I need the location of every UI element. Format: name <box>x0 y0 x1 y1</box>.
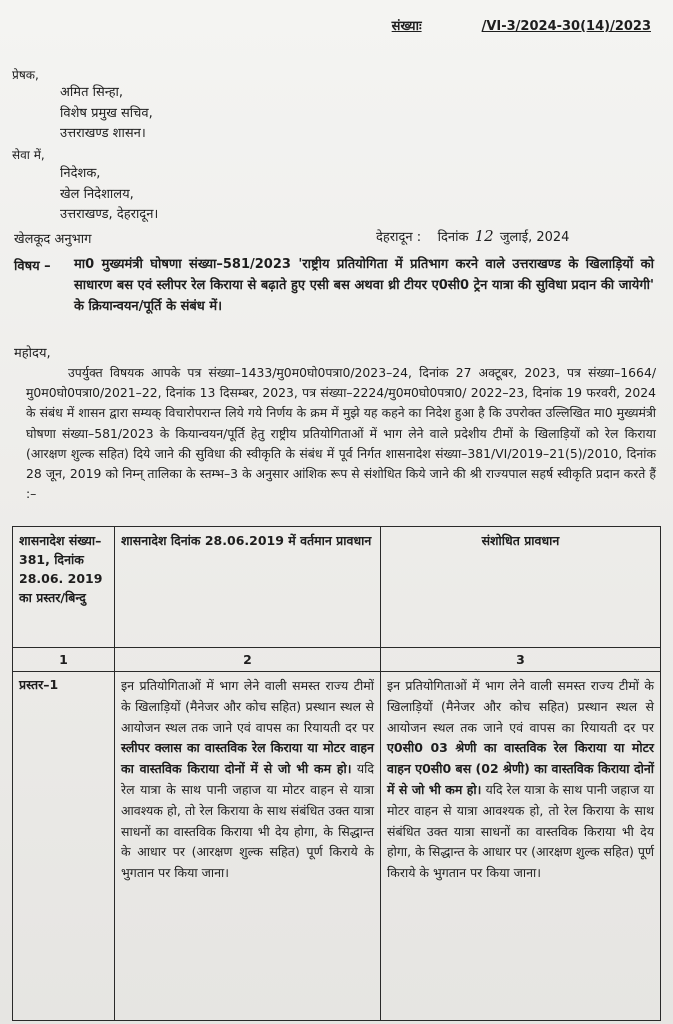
sender-name: अमित सिन्हा, <box>60 85 124 100</box>
provision-table <box>12 526 661 1021</box>
col-number-1: 1 <box>13 648 115 672</box>
current-text-bold: स्लीपर क्लास का वास्तविक रेल किराया या मोटर वाहन का वास्तविक किराया दोनों में से जो भी कम हो। <box>121 740 374 777</box>
current-provision-cell <box>115 672 381 1021</box>
reference-value: /VI-3/2024-30(14)/2023 <box>481 19 651 34</box>
reference-number <box>392 16 651 34</box>
subject-label: विषय – <box>14 259 51 274</box>
revised-text-1: इन प्रतियोगिताओं में भाग लेने वाली समस्त राज्य टीमों के खिलाड़ियों (मैनेजर और कोच सहित) प्रस्थान स्थल से आयोजन स्थल तक जाने एवं वापस का रियायती दर पर <box>387 678 654 735</box>
recipient-dept: खेल निदेशालय, <box>60 187 134 202</box>
sender-office: उत्तराखण्ड शासन। <box>60 126 146 141</box>
table-header-row <box>13 527 661 648</box>
recipient-place: उत्तराखण्ड, देहरादून। <box>60 207 159 222</box>
header-cell-revised: संशोधित प्रावधान <box>381 527 661 648</box>
body-paragraph <box>26 363 656 504</box>
current-text-1: इन प्रतियोगिताओं में भाग लेने वाली समस्त राज्य टीमों के खिलाड़ियों (मैनेजर और कोच सहित) प्रस्थान स्थल से आयोजन स्थल तक जाने एवं वापस का रियायती दर पर <box>121 678 374 735</box>
col-number-2: 2 <box>115 648 381 672</box>
sender-label: प्रेषक, <box>12 68 39 82</box>
col-number-3: 3 <box>381 648 661 672</box>
row-para-cell: प्रस्तर–1 <box>13 672 115 1021</box>
sender-designation: विशेष प्रमुख सचिव, <box>60 106 153 121</box>
header-cell-current: शासनादेश दिनांक 28.06.2019 में वर्तमान प्रावधान <box>115 527 381 648</box>
place: देहरादून : <box>376 230 422 245</box>
recipient-title: निदेशक, <box>60 166 101 181</box>
revised-text-bold: ए0सी0 03 श्रेणी का वास्तविक रेल किराया या मोटर वाहन ए0सी0 बस (02 श्रेणी) का वास्तविक किराया दोनों में से जो भी कम हो। <box>387 740 654 797</box>
subject-text: मा0 मुख्यमंत्री घोषणा संख्या–581/2023 'राष्ट्रीय प्रतियोगिता में प्रतिभाग करने वाले उत्तराखण्ड के खिलाड़ियों को साधारण बस एवं स्लीपर रेल किराया से बढ़ाते हुए एसी बस अथवा थ्री टीयर ए0सी0 ट्रेन यात्रा की सुविधा प्रदान की जायेगी' के क्रियान्वयन/पूर्ति के संबंध में। <box>74 257 654 314</box>
current-text-2: यदि रेल यात्रा के साथ पानी जहाज या मोटर वाहन से यात्रा आवश्यक हो, तो रेल किराया के साथ संबंधित उक्त यात्रा साधनों का वास्तविक किराया भी देय होगा, के सिद्धान्त के आधार पर (आरक्षण शुल्क सहित) पूर्ण किराये के भुगतान पर किया जाना। <box>121 761 374 881</box>
date-label: दिनांक <box>437 230 469 245</box>
salutation: महोदय, <box>14 346 51 361</box>
body-paragraph-text: उपर्युक्त विषयक आपके पत्र संख्या–1433/मु0म0घो0पत्रा0/2023–24, दिनांक 27 अक्टूबर, 2023, पत्र संख्या–1664/मु0म0घो0पत्रा0/2021–22, दिनांक 13 दिसम्बर, 2023, पत्र संख्या–2224/मु0म0घो0पत्रा0/ 2022–23, दिनांक 19 फरवरी, 2024 के संबंध में शासन द्वारा सम्यक् विचारोपरान्त लिये गये निर्णय के क्रम में मुझे यह कहने का निदेश हुआ है कि उपरोक्त उल्लिखित मा0 मुख्यमंत्री घोषणा संख्या–581/2023 के कियान्वयन/पूर्ति हेतु राष्ट्रीय प्रतियोगिताओं में भाग लेने वाले प्रदेशीय टीमों के खिलाड़ियों को रेल किराया (आरक्षण शुल्क सहित) दिये जाने की सुविधा की स्वीकृति के संबंध में पूर्व निर्गत शासनादेश संख्या–381/VI/2019–21(5)/2010, दिनांक 28 जून, 2019 को निम्न् तालिका के स्तम्भ–3 के अनुसार आंशिक रूप से संशोधित किये जाने की श्री राज्यपाल सहर्ष स्वीकृति प्रदान करते हैं :– <box>26 365 656 502</box>
reference-label: संख्याः <box>391 19 422 34</box>
header-cell-order: शासनादेश संख्या–381, दिनांक 28.06. 2019 का प्रस्तर/बिन्दु <box>13 527 115 648</box>
revised-text-2: यदि रेल यात्रा के साथ पानी जहाज या मोटर वाहन से यात्रा आवश्यक हो, तो रेल किराया के साथ संबंधित उक्त यात्रा साधनों का वास्तविक किराया भी देय होगा, के सिद्धान्त के आधार पर (आरक्षण शुल्क सहित) पूर्ण किराये के भुगतान पर किया जाना। <box>387 781 654 881</box>
revised-provision-cell <box>381 672 661 1021</box>
recipient-label: सेवा में, <box>12 148 45 162</box>
table-number-row <box>13 648 661 672</box>
date-day-handwritten: 12 <box>474 227 494 245</box>
place-date <box>376 227 569 245</box>
table-row <box>13 672 661 1021</box>
date-rest: जुलाई, 2024 <box>499 230 570 245</box>
section-name: खेलकूद अनुभाग <box>14 232 92 247</box>
